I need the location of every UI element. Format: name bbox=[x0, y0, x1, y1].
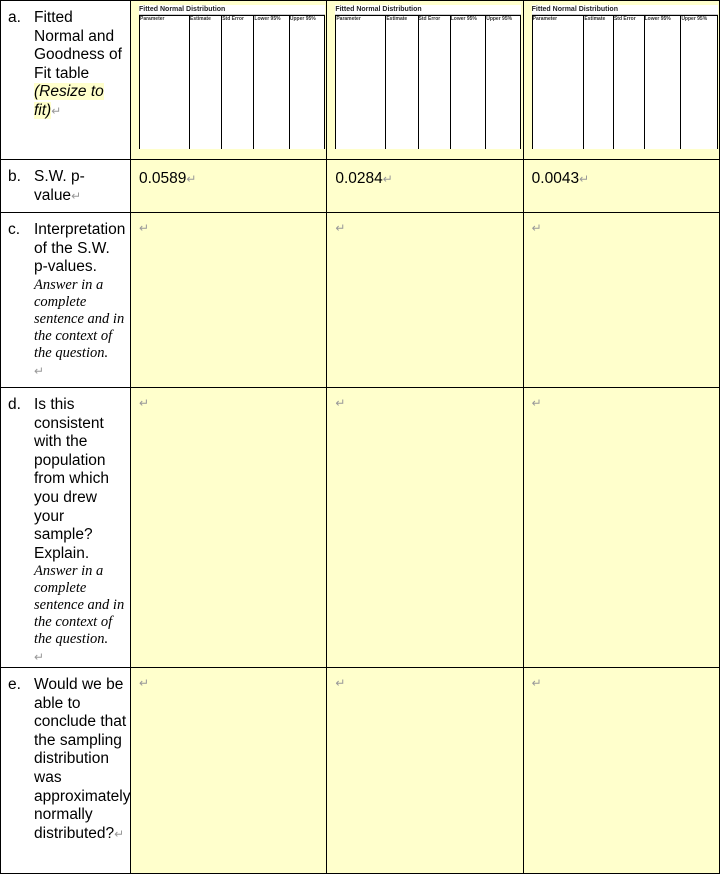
column-header: Std Error bbox=[613, 16, 636, 22]
column-header: Lower 95% bbox=[254, 16, 281, 22]
answer-cell[interactable] bbox=[327, 213, 523, 388]
paragraph-mark-icon: ↵ bbox=[34, 363, 45, 378]
row-label-cell bbox=[1, 667, 131, 873]
row-letter: b. bbox=[8, 168, 21, 185]
answer-cell[interactable] bbox=[327, 160, 523, 213]
report-cell[interactable] bbox=[327, 1, 523, 160]
paragraph-mark-icon: ↵ bbox=[335, 221, 346, 235]
answer-instruction: Answer in a complete sentence and in the context of the question. bbox=[34, 563, 125, 648]
row-e bbox=[1, 667, 720, 873]
prompt-text: Fitted Normal and Goodness of Fit table bbox=[34, 9, 122, 82]
paragraph-mark-icon: ↵ bbox=[382, 172, 393, 186]
answer-cell[interactable] bbox=[131, 160, 327, 213]
pvalue-text: 0.0284 bbox=[335, 170, 383, 187]
answer-cell[interactable] bbox=[523, 667, 719, 873]
paragraph-mark-icon: ↵ bbox=[335, 396, 346, 410]
row-label bbox=[1, 160, 130, 205]
prompt-text: Interpretation of the S.W. p-values. bbox=[34, 221, 126, 276]
paragraph-mark-icon: ↵ bbox=[139, 675, 150, 690]
row-letter: e. bbox=[8, 675, 21, 693]
paragraph-mark-icon: ↵ bbox=[114, 826, 125, 841]
answer-cell[interactable] bbox=[327, 667, 523, 873]
row-prompt bbox=[34, 396, 126, 667]
paragraph-mark-icon: ↵ bbox=[579, 172, 590, 186]
row-letter: d. bbox=[8, 396, 21, 413]
column-header: Upper 95% bbox=[681, 16, 708, 22]
row-letter: c. bbox=[8, 221, 21, 238]
column-header: Upper 95% bbox=[289, 16, 316, 22]
paragraph-mark-icon: ↵ bbox=[139, 221, 150, 235]
column-header: Upper 95% bbox=[486, 16, 513, 22]
paragraph-mark-icon: ↵ bbox=[139, 396, 150, 410]
answer-cell[interactable] bbox=[131, 667, 327, 873]
parameter-table bbox=[532, 15, 718, 149]
answer-cell[interactable] bbox=[523, 213, 719, 388]
row-letter: a. bbox=[8, 9, 21, 26]
resize-hint: (Resize to fit) bbox=[34, 83, 104, 119]
column-header: Parameter bbox=[532, 16, 558, 22]
paragraph-mark-icon: ↵ bbox=[34, 650, 45, 665]
parameter-table bbox=[139, 15, 325, 149]
row-b bbox=[1, 160, 720, 213]
pvalue-text: 0.0043 bbox=[531, 170, 580, 187]
row-label-cell bbox=[1, 1, 131, 160]
row-label-cell bbox=[1, 388, 131, 668]
answer-cell[interactable] bbox=[327, 388, 523, 668]
row-label-cell bbox=[1, 160, 131, 213]
column-header: Parameter bbox=[140, 16, 165, 22]
paragraph-mark-icon: ↵ bbox=[531, 675, 542, 690]
row-label bbox=[1, 668, 130, 843]
column-header: Estimate bbox=[190, 16, 211, 22]
paragraph-mark-icon: ↵ bbox=[335, 675, 346, 690]
report-title: Fitted Normal Distribution bbox=[139, 5, 325, 15]
column-header: Estimate bbox=[386, 16, 408, 22]
row-prompt bbox=[34, 9, 126, 121]
parameter-table bbox=[335, 15, 521, 149]
row-a bbox=[1, 1, 720, 160]
report-title: Fitted Normal Distribution bbox=[532, 5, 718, 15]
paragraph-mark-icon: ↵ bbox=[186, 172, 197, 186]
answer-instruction: Answer in a complete sentence and in the context of the question. bbox=[34, 276, 125, 361]
prompt-text: Would we be able to conclude that the sampling distribution was approximately normally distributed? bbox=[34, 675, 131, 842]
column-header: Estimate bbox=[584, 16, 606, 22]
report-cell[interactable] bbox=[523, 1, 719, 160]
row-label bbox=[1, 213, 130, 380]
paragraph-mark-icon: ↵ bbox=[531, 221, 542, 235]
answer-cell[interactable] bbox=[523, 160, 719, 213]
row-c bbox=[1, 213, 720, 388]
paragraph-mark-icon: ↵ bbox=[71, 188, 82, 203]
prompt-text: Is this consistent with the population from which you drew your sample? Explain. bbox=[34, 396, 109, 562]
pvalue-text: 0.0589 bbox=[139, 170, 187, 187]
answer-cell[interactable] bbox=[523, 388, 719, 668]
paragraph-mark-icon: ↵ bbox=[51, 103, 62, 118]
paragraph-mark-icon: ↵ bbox=[531, 396, 542, 410]
report-title: Fitted Normal Distribution bbox=[335, 5, 521, 15]
row-prompt bbox=[34, 676, 131, 843]
column-header: Std Error bbox=[222, 16, 244, 22]
column-header: Lower 95% bbox=[644, 16, 671, 22]
prompt-text: S.W. p-value bbox=[34, 168, 85, 204]
answer-cell[interactable] bbox=[131, 213, 327, 388]
column-header: Lower 95% bbox=[450, 16, 477, 22]
row-label-cell bbox=[1, 213, 131, 388]
row-d bbox=[1, 388, 720, 668]
row-label bbox=[1, 1, 130, 121]
fitted-normal-report bbox=[335, 5, 521, 149]
row-label bbox=[1, 388, 130, 667]
row-prompt bbox=[34, 168, 126, 205]
report-cell[interactable] bbox=[131, 1, 327, 160]
column-header: Std Error bbox=[418, 16, 441, 22]
fitted-normal-report bbox=[532, 5, 718, 149]
answer-cell[interactable] bbox=[131, 388, 327, 668]
column-header: Parameter bbox=[336, 16, 361, 22]
row-prompt bbox=[34, 221, 126, 380]
fitted-normal-report bbox=[139, 5, 325, 149]
